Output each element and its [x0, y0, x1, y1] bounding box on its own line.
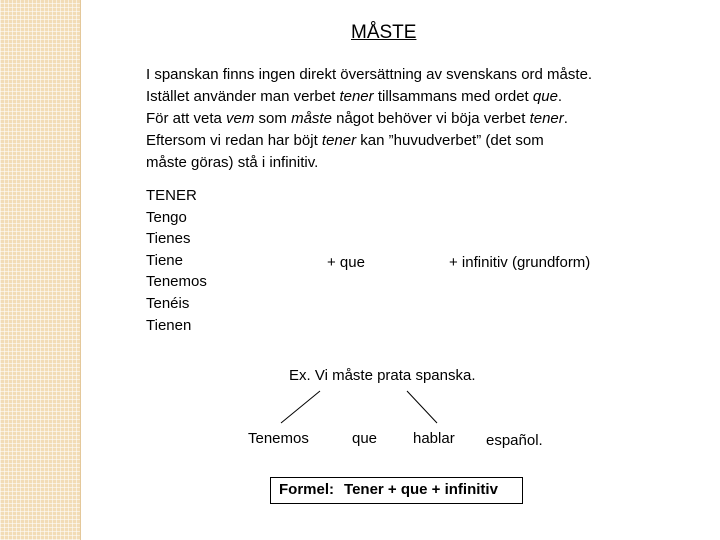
formula-text: Tener + que + infinitiv [344, 481, 498, 498]
text-span: kan ”huvudverbet” (det som [356, 132, 544, 149]
text-span: Istället använder man verbet [146, 88, 340, 105]
text-span: som [254, 110, 292, 127]
page-title: MÅSTE [351, 22, 417, 43]
plus-que-label: + que [327, 254, 365, 271]
text-span: För att veta [146, 110, 227, 127]
italic-word: vem [226, 110, 255, 127]
conjugation-item: Tienes [146, 230, 191, 248]
italic-word: tener [321, 132, 357, 149]
conjugation-item: Tenéis [146, 294, 190, 312]
italic-word: tener [529, 110, 564, 127]
text-span: . [557, 88, 563, 105]
connector-line-left [281, 391, 320, 423]
text-span: något behöver vi böja verbet [331, 110, 530, 127]
conjugation-item: Tiene [146, 251, 183, 269]
example-sentence: Ex. Vi måste prata spanska. [289, 367, 476, 384]
conjugation-item: Tengo [146, 208, 187, 226]
translation-word-que: que [352, 430, 378, 447]
text-span: Eftersom vi redan har böjt [146, 132, 322, 149]
conjugation-item: Tienen [146, 316, 192, 334]
italic-word: måste [291, 110, 332, 127]
connector-line-right [407, 391, 437, 423]
text-span: tillsammans med ordet [373, 88, 533, 105]
paragraph-line-5: måste göras) stå i infinitiv. [146, 154, 319, 171]
text-span: . [563, 110, 568, 127]
paragraph-line-1: I spanskan finns ingen direkt översättning av svenskans ord måste. [146, 66, 593, 83]
formula-box [270, 477, 523, 504]
conjugation-item: TENER [146, 187, 197, 204]
formula-label: Formel: [279, 481, 335, 498]
conjugation-item: Tenemos [146, 273, 207, 291]
translation-word-hablar: hablar [413, 430, 455, 447]
italic-word: que [532, 88, 558, 105]
italic-word: tener [339, 88, 374, 105]
translation-word-espanol: español. [486, 432, 543, 449]
plus-infinitive-label: + infinitiv (grundform) [449, 254, 591, 271]
translation-word-tenemos: Tenemos [248, 430, 309, 447]
